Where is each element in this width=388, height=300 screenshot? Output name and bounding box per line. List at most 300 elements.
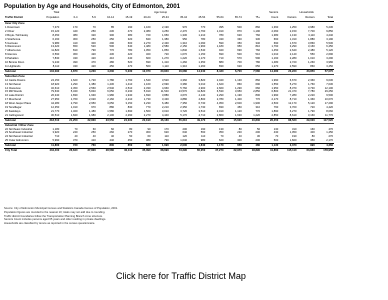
table-cell: 790 [91, 49, 96, 53]
table-cell: 560 [200, 131, 206, 135]
table-cell: 16,080 [170, 69, 188, 74]
column-header: 0-4 [60, 15, 78, 22]
table-cell: 40 [92, 135, 96, 139]
column-header: 15-19 [115, 15, 133, 22]
column-header: Total [316, 15, 334, 22]
table-cell: 1,360 [271, 25, 279, 29]
table-cell: 7,830 [52, 57, 60, 61]
table-cell: 70 [74, 127, 78, 131]
table-cell: 1,980 [89, 113, 96, 117]
table-cell: 3,860 [308, 41, 315, 45]
table-cell: 1,930 [89, 94, 96, 98]
table-cell: 2,160 [107, 98, 114, 102]
table-cell: 620 [164, 131, 169, 135]
table-cell: 1,580 [107, 109, 114, 113]
table-cell: 2,150 [180, 45, 187, 49]
table-cell: 1,890 [271, 109, 279, 113]
table-cell: 7,700 [308, 29, 315, 33]
table-cell: 1,730 [143, 98, 151, 102]
table-cell: 950 [237, 45, 242, 49]
table-cell: 4,050 [216, 102, 224, 106]
total-group-header: Total [53, 11, 60, 15]
table-cell: 12,100 [324, 86, 333, 90]
table-cell: 420 [127, 53, 133, 57]
table-cell: 50 [129, 135, 133, 139]
table-cell: 1,050 [143, 49, 151, 53]
table-cell: 4,250 [162, 29, 169, 33]
table-cell: 79,630 [51, 90, 60, 94]
table-cell: 1,410 [162, 61, 169, 65]
table-cell: 170 [164, 127, 169, 131]
table-cell: 350 [310, 139, 315, 143]
table-cell: 430 [273, 131, 279, 135]
table-cell: 1,430 [107, 82, 114, 86]
table-cell: 8,710 [289, 98, 297, 102]
table-cell: 24,030 [115, 118, 133, 123]
table-cell: 780 [127, 49, 133, 53]
section-name: Inner City Zone [4, 22, 334, 26]
table-cell: 33,850 [298, 69, 316, 74]
table-cell: 28,580 [97, 149, 115, 153]
table-cell: 1,380 [271, 33, 279, 37]
row-label: 4 Strathcona [5, 37, 21, 41]
table-cell: 2,270 [143, 113, 151, 117]
table-cell: 37,270 [206, 149, 224, 153]
table-cell: 2,780 [216, 98, 224, 102]
table-cell: 80 [311, 135, 315, 139]
table-cell: 1,320 [70, 109, 78, 113]
table-cell: 760 [79, 144, 97, 149]
table-cell: 70 [275, 135, 279, 139]
table-cell: 690 [219, 53, 224, 57]
table-cell: 800 [97, 144, 115, 149]
table-cell: 300 [73, 37, 78, 41]
table-cell: 1,270 [271, 64, 279, 68]
table-cell: 3,450 [326, 64, 333, 68]
table-cell: 2,150 [289, 29, 297, 33]
table-cell: 710 [54, 135, 60, 139]
table-cell: 2,430 [162, 41, 169, 45]
table-cell: 13,420 [51, 45, 60, 49]
table-cell: 3,920 [52, 131, 60, 135]
table-cell: 1,210 [198, 33, 206, 37]
table-cell: 5,230 [326, 25, 333, 29]
table-cell: 1,260 [308, 61, 315, 65]
table-cell: 434,400 [42, 149, 60, 153]
table-cell: 720 [60, 144, 78, 149]
table-cell: 710 [219, 57, 224, 61]
table-cell: 620 [237, 64, 242, 68]
table-cell: 310 [292, 127, 297, 131]
table-cell: 840 [146, 37, 151, 41]
row-label: 12 Castle Downs [5, 78, 26, 82]
table-cell: 6,800 [271, 90, 279, 94]
table-cell: 18,920 [51, 82, 60, 86]
table-cell: 2,020 [89, 98, 96, 102]
table-cell: 23,220 [279, 69, 297, 74]
row-label: 11 Highlands [5, 64, 21, 68]
table-cell: 1,670 [289, 41, 297, 45]
table-cell: 7,580 [243, 69, 261, 74]
table-cell: 26,450 [261, 118, 279, 123]
table-cell: 27,670 [206, 118, 224, 123]
table-cell: 970 [91, 106, 96, 110]
table-cell: 2,860 [216, 113, 224, 117]
table-cell: 1,070 [180, 53, 187, 57]
table-cell: 860 [310, 64, 315, 68]
table-cell: 370 [73, 139, 78, 143]
table-cell: 5,840 [89, 90, 96, 94]
row-label: City Total [4, 149, 42, 153]
table-cell: 470 [127, 64, 133, 68]
table-cell: 970 [182, 25, 187, 29]
table-cell: 500 [109, 45, 114, 49]
table-cell: 1,190 [235, 94, 242, 98]
table-cell: 770 [109, 49, 114, 53]
table-cell: 1,220 [180, 57, 187, 61]
table-cell: 6,450 [326, 45, 333, 49]
table-cell: 690 [146, 61, 151, 65]
row-label: 21 Callingwood [5, 113, 24, 117]
table-cell: 30 [257, 135, 260, 139]
table-cell: 1,820 [289, 139, 297, 143]
table-cell: 1,160 [271, 57, 279, 61]
table-cell: 130 [219, 127, 224, 131]
table-cell: 1,940 [125, 94, 133, 98]
seniors-group-header: Seniors [269, 11, 279, 15]
table-cell: 22,190 [133, 118, 151, 123]
table-cell: 660 [273, 37, 279, 41]
table-cell: 5,910 [143, 90, 151, 94]
table-cell: 4,710 [198, 113, 206, 117]
table-cell: 68,690 [152, 149, 170, 153]
table-cell: 2,850 [253, 90, 260, 94]
section-name: Suburban Zone [4, 74, 334, 78]
table-cell: 790 [164, 139, 169, 143]
table-cell: 880 [219, 61, 224, 65]
row-label: 25 Outer Edmonton [5, 139, 29, 143]
table-cell: 110 [200, 135, 206, 139]
table-cell: 560 [146, 64, 151, 68]
table-cell: 120 [182, 135, 187, 139]
table-cell: 3,380 [180, 82, 187, 86]
table-cell: 5,170 [180, 113, 187, 117]
table-cell: 3,370 [279, 144, 297, 149]
table-cell: 24,150 [51, 78, 60, 82]
table-cell: 1,010 [70, 106, 78, 110]
row-label: 15 Mill Woods [5, 90, 22, 94]
table-cell: 1,180 [216, 45, 224, 49]
table-cell: 760 [255, 33, 260, 37]
table-cell: 1,160 [143, 82, 151, 86]
table-cell: 260 [109, 131, 114, 135]
table-cell: 26,340 [51, 94, 60, 98]
table-cell: 800 [255, 94, 260, 98]
column-header: 65-74 [225, 15, 243, 22]
table-cell: 8,370 [289, 86, 297, 90]
table-cell: 190 [200, 127, 206, 131]
table-cell: 1,410 [125, 82, 133, 86]
table-cell: 12,170 [288, 102, 297, 106]
table-cell: 1,400 [235, 98, 242, 102]
table-cell: 690 [237, 49, 242, 53]
table-cell: 1,840 [188, 144, 206, 149]
table-cell: 3,980 [326, 61, 333, 65]
table-cell: 1,880 [308, 37, 315, 41]
table-cell: 9,240 [52, 61, 60, 65]
table-body [4, 22, 334, 154]
table-cell: 10,830 [243, 118, 261, 123]
table-cell: 190 [292, 135, 297, 139]
row-label: 10 Bonnie Doon [5, 61, 25, 65]
table-cell: 15,120 [51, 29, 60, 33]
table-cell: 3,010 [162, 109, 169, 113]
table-cell: 1,450 [271, 49, 279, 53]
table-cell: 230 [237, 131, 242, 135]
table-cell: 1,450 [326, 131, 333, 135]
table-cell: 110 [164, 135, 169, 139]
table-cell: 3,010 [198, 82, 206, 86]
row-label: 16 Lake District [5, 94, 24, 98]
table-cell: 7,030 [326, 82, 333, 86]
table-cell: 1,620 [70, 78, 78, 82]
column-header: Count [261, 15, 279, 22]
table-cell: 450 [237, 106, 242, 110]
table-cell: 395 [219, 25, 224, 29]
table-cell: 2,290 [125, 113, 133, 117]
table-cell: 115,110 [279, 149, 297, 153]
row-label: Subtotal [4, 69, 42, 74]
table-cell: 1,360 [308, 98, 315, 102]
table-cell: 20,840 [152, 69, 170, 74]
table-cell: 200 [255, 131, 260, 135]
table-cell: 4,240 [326, 33, 333, 37]
table-cell: 320 [91, 33, 96, 37]
footnotes [4, 207, 334, 226]
table-cell: 85 [111, 25, 114, 29]
table-cell: 2,690 [326, 53, 333, 57]
table-cell: 320 [146, 53, 151, 57]
table-cell: 2,330 [143, 86, 151, 90]
table-cell: 6,160 [52, 37, 60, 41]
table-cell: 29,250 [324, 90, 333, 94]
table-cell: 21,770 [51, 109, 60, 113]
table-cell: 860 [237, 82, 242, 86]
table-cell: 40 [238, 135, 242, 139]
table-cell: 1,110 [162, 64, 169, 68]
table-cell: 250 [91, 37, 96, 41]
section-name: Industrial / Other Zone [4, 123, 334, 127]
table-cell: 50 [257, 127, 260, 131]
table-cell: 1,780 [107, 78, 114, 82]
footnote: Seniors Count includes persons aged 65 years and older residing in private dwellings. [4, 218, 107, 222]
table-cell: 11,800 [42, 144, 60, 149]
table-cell: 2,660 [216, 86, 224, 90]
traffic-district-map-link[interactable]: Click here for Traffic District Map [116, 271, 246, 281]
table-cell: 440 [73, 29, 78, 33]
table-cell: 1,760 [198, 29, 206, 33]
table-cell: 318,510 [42, 118, 60, 123]
row-label: 3 Boyle / McCauley [5, 33, 29, 37]
table-cell: 700 [237, 61, 242, 65]
row-label: 1 Downtown [5, 25, 20, 29]
table-cell: 2,190 [162, 25, 169, 29]
table-cell: 4,440 [162, 113, 169, 117]
table-cell: 1,840 [70, 113, 78, 117]
table-cell: 6,670 [289, 78, 297, 82]
row-label: 13 Northwest [5, 82, 21, 86]
table-cell: 23,550 [97, 118, 115, 123]
table-cell: 640 [182, 131, 187, 135]
table-cell: 570 [237, 57, 242, 61]
table-cell: 2,510 [125, 86, 133, 90]
table-cell: 980 [200, 139, 206, 143]
column-header: 25-34 [152, 15, 170, 22]
table-cell: 360 [73, 53, 78, 57]
table-cell: 1,720 [89, 78, 96, 82]
table-cell: 1,130 [289, 33, 297, 37]
table-cell: 1,840 [180, 49, 187, 53]
table-cell: 35,090 [133, 149, 151, 153]
table-cell: 70 [92, 25, 96, 29]
table-cell: 9,850 [326, 29, 333, 33]
table-cell: 4,230 [79, 69, 97, 74]
table-cell: 5,530 [326, 41, 333, 45]
table-cell: 1,990 [271, 78, 279, 82]
row-label: 14 Clareview [5, 86, 21, 90]
table-cell: 330 [255, 37, 260, 41]
table-cell: 12,350 [51, 106, 60, 110]
table-cell: 620 [219, 139, 224, 143]
table-cell: 2,580 [162, 45, 169, 49]
table-cell: 2,360 [308, 78, 315, 82]
table-cell: 690 [273, 41, 279, 45]
row-label: 22 Northeast Industrial [5, 127, 33, 131]
table-cell: 1,270 [162, 57, 169, 61]
table-cell: 65,050 [188, 149, 206, 153]
table-cell: 60 [147, 135, 151, 139]
table-cell: 1,170 [206, 144, 224, 149]
row-label: 2 Oliver [5, 29, 15, 33]
table-cell: 8,610 [289, 113, 297, 117]
table-cell: 2,380 [143, 29, 151, 33]
table-cell: 14,040 [188, 69, 206, 74]
table-cell: 780 [200, 37, 206, 41]
table-cell: 22,970 [225, 149, 243, 153]
table-cell: 3,820 [198, 78, 206, 82]
table-cell: 190 [127, 25, 133, 29]
table-cell: 6,530 [216, 90, 224, 94]
table-cell: 770 [200, 25, 206, 29]
table-cell: 3,880 [162, 94, 169, 98]
table-cell: 18,890 [243, 149, 261, 153]
table-cell: 1,480 [89, 109, 96, 113]
column-header: 75+ [243, 15, 261, 22]
table-cell: 130 [273, 127, 279, 131]
column-header: Population [42, 15, 60, 22]
table-cell: 1,460 [180, 61, 187, 65]
table-cell: 1,380 [89, 82, 96, 86]
table-cell: 830 [219, 64, 224, 68]
table-cell: 1,050 [289, 131, 297, 135]
table-cell: 4,230 [97, 69, 115, 74]
table-cell: 80 [129, 127, 133, 131]
table-cell: 4,500 [271, 102, 279, 106]
table-cell: 410 [109, 57, 114, 61]
table-cell: 2,450 [70, 86, 78, 90]
table-cell: 3,150 [125, 102, 133, 106]
row-label: 24 Northwest Industrial [5, 135, 33, 139]
table-cell: 200 [182, 127, 187, 131]
table-cell: 49,170 [188, 118, 206, 123]
table-cell: 450 [109, 64, 114, 68]
table-cell: 520 [127, 61, 133, 65]
table-cell: 7,370 [52, 25, 60, 29]
table-cell: 2,210 [125, 98, 133, 102]
table-cell: 41,860 [261, 149, 279, 153]
table-cell: 780 [255, 61, 260, 65]
table-cell: 300 [109, 33, 114, 37]
table-cell: 1,730 [198, 106, 206, 110]
footnote: Households are classified by tenure as reported in the census questionnaire. [4, 222, 96, 226]
table-cell: 22,830 [79, 118, 97, 123]
table-cell: 70 [220, 135, 224, 139]
table-cell: 3,980 [308, 25, 315, 29]
table-cell: 1,290 [70, 82, 78, 86]
table-cell: 5,340 [70, 90, 78, 94]
table-cell: 2,590 [289, 64, 297, 68]
table-cell: 2,790 [70, 102, 78, 106]
table-cell: 4,360 [180, 78, 187, 82]
table-cell: 2,170 [326, 139, 333, 143]
table-cell: 2,100 [107, 113, 114, 117]
table-cell: 1,090 [198, 41, 206, 45]
table-cell: 470 [127, 29, 133, 33]
table-cell: 650 [225, 144, 243, 149]
table-cell: 480 [243, 144, 261, 149]
table-cell: 8,110 [52, 64, 60, 68]
row-label: 5 Garneau [5, 41, 18, 45]
table-cell: 3,230 [143, 102, 151, 106]
column-header: Traffic District [4, 15, 42, 22]
row-label: 8 Glenora [5, 53, 17, 57]
table-cell: 30,510 [51, 113, 60, 117]
table-cell: 250 [109, 37, 114, 41]
table-cell: 350 [219, 131, 224, 135]
table-cell: 1,690 [143, 94, 151, 98]
table-cell: 1,540 [143, 78, 151, 82]
table-cell: 1,010 [216, 29, 224, 33]
row-label: 18 West Jasper Place [5, 102, 32, 106]
table-cell: 4,670 [180, 94, 187, 98]
table-cell: 3,290 [289, 45, 297, 49]
table-cell: 330 [237, 37, 242, 41]
table-cell: 780 [219, 33, 224, 37]
table-cell: 470 [328, 127, 333, 131]
table-cell: 4,870 [60, 69, 78, 74]
table-cell: 9,980 [52, 41, 60, 45]
table-cell: 230 [109, 29, 114, 33]
table-cell: 440 [127, 57, 133, 61]
table-cell: 1,260 [198, 64, 206, 68]
table-cell: 430 [73, 57, 78, 61]
table-cell: 760 [255, 49, 260, 53]
table-cell: 40 [74, 135, 78, 139]
table-cell: 2,000 [170, 144, 188, 149]
table-cell: 270 [328, 135, 333, 139]
row-label: 20 Kaskitayo [5, 109, 21, 113]
table-cell: 1,310 [180, 64, 187, 68]
